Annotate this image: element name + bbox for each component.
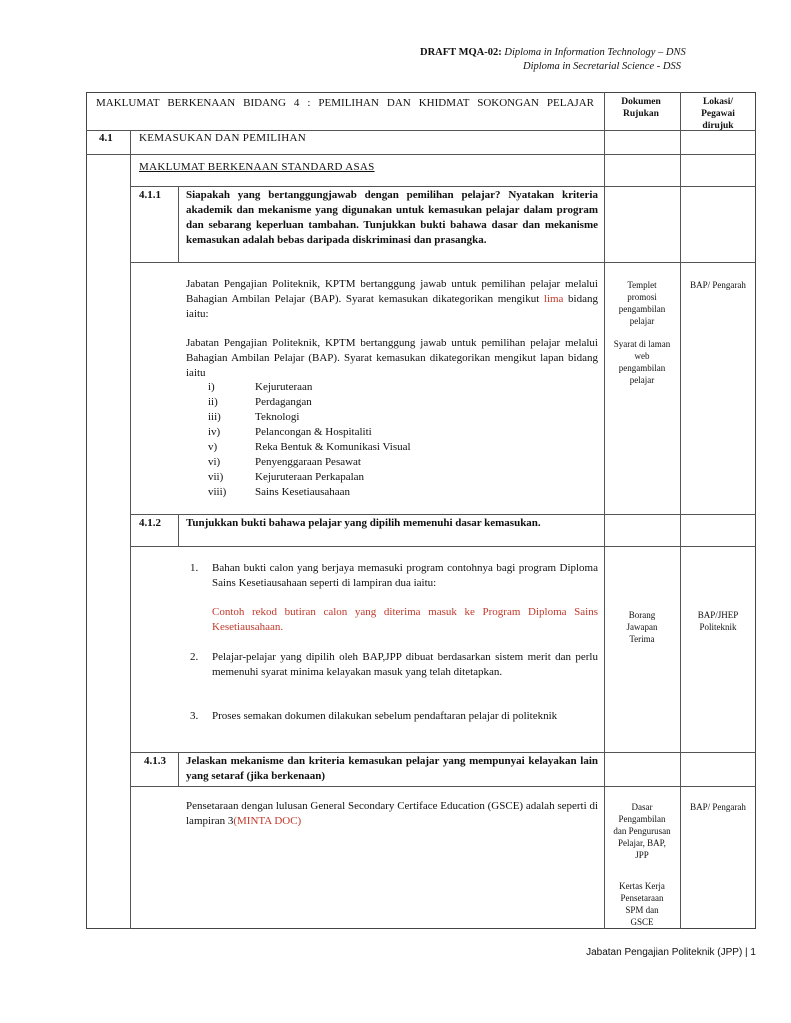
grid-line (130, 752, 756, 753)
doc-ref-dasar: Dasar Pengambilan dan Pengurusan Pelajar, BAP, JPP (613, 802, 671, 860)
question-4-1-2: Tunjukkan bukti bahawa pelajar yang dipilih memenuhi dasar kemasukan. (186, 517, 541, 529)
answer-4-1-3-text: Pensetaraan dengan lulusan General Secondary Certiface Education (GSCE) adalah seperti di lampiran 3 (186, 800, 598, 827)
field-label: Kejuruteraan (255, 381, 313, 393)
grid-line (130, 514, 756, 515)
answer-4-1-2-item-2: Pelajar-pelajar yang dipilih oleh BAP,JPP dibuat berdasarkan sistem merit dan perlu memenuhi syarat minima kelayakan masuk yang telah ditetapkan. (212, 651, 598, 678)
field-label: Penyenggaraan Pesawat (255, 456, 361, 468)
grid-line (130, 186, 756, 187)
field-label: Pelancongan & Hospitaliti (255, 426, 372, 438)
grid-line (130, 546, 756, 547)
answer-4-1-2-item-3: Proses semakan dokumen dilakukan sebelum pendaftaran pelajar di politeknik (212, 710, 558, 722)
col-header-loc: Lokasi/ Pegawai dirujuk (701, 97, 735, 131)
answer-4-1-3 (186, 799, 598, 829)
standard-title: MAKLUMAT BERKENAAN STANDARD ASAS (139, 161, 375, 173)
grid-line (130, 262, 756, 263)
program-1: Diploma in Information Technology – DNS (504, 47, 686, 58)
item-number: 2. (190, 651, 199, 663)
grid-line (178, 514, 179, 546)
answer-4-1-1-para-1-text: Jabatan Pengajian Politeknik, KPTM bertanggung jawab untuk pemilihan pelajar melalui Bahagian Ambilan Pelajar (BAP). Syarat kemasukan dikategorikan mengikut (186, 278, 598, 305)
location-4-1-2: BAP/JHEP Politeknik (697, 610, 739, 632)
col-header-doc: Dokumen Rujukan (621, 97, 661, 119)
field-roman: viii) (208, 486, 227, 498)
field-roman: i) (208, 381, 215, 393)
field-roman: vi) (208, 456, 221, 468)
field-label: Teknologi (255, 411, 300, 423)
field-label: Sains Kesetiausahaan (255, 486, 350, 498)
grid-line (680, 92, 681, 929)
doc-ref-kertas-kerja: Kertas Kerja Pensetaraan SPM dan GSCE (619, 881, 665, 927)
answer-4-1-3-red: (MINTA DOC) (233, 815, 302, 827)
field-roman: v) (208, 441, 218, 453)
page-header (420, 46, 760, 74)
grid-line (604, 92, 605, 929)
draft-code: DRAFT MQA-02: (420, 47, 502, 58)
field-roman: iii) (208, 411, 221, 423)
grid-line (86, 154, 756, 155)
section-title: KEMASUKAN DAN PEMILIHAN (139, 132, 307, 144)
item-number: 3. (190, 710, 199, 722)
question-number-4-1-3: 4.1.3 (144, 755, 166, 767)
location-4-1-1: BAP/ Pengarah (690, 280, 746, 290)
answer-4-1-1-para-1 (186, 277, 598, 322)
grid-line (130, 786, 756, 787)
field-label: Perdagangan (255, 396, 312, 408)
table-title: MAKLUMAT BERKENAAN BIDANG 4 : PEMILIHAN DAN KHIDMAT SOKONGAN PELAJAR (96, 97, 594, 109)
doc-ref-templet: Templet promosi pengambilan pelajar (618, 280, 666, 326)
answer-4-1-2-red-note: Contoh rekod butiran calon yang diterima masuk ke Program Diploma Sains Kesetiausahaan. (212, 606, 598, 633)
answer-4-1-1-highlight: lima (543, 293, 564, 305)
location-4-1-3: BAP/ Pengarah (690, 802, 746, 812)
item-number: 1. (190, 562, 199, 574)
field-roman: vii) (208, 471, 224, 483)
grid-line (130, 130, 131, 929)
program-2: Diploma in Secretarial Science - DSS (523, 61, 681, 72)
field-label: Kejuruteraan Perkapalan (255, 471, 365, 483)
question-number-4-1-1: 4.1.1 (139, 189, 161, 201)
field-roman: iv) (208, 426, 221, 438)
doc-ref-syarat: Syarat di laman web pengambilan pelajar (613, 339, 671, 385)
answer-4-1-1-para-1-end: bidang iaitu: (186, 293, 598, 320)
grid-line (178, 186, 179, 262)
question-number-4-1-2: 4.1.2 (139, 517, 161, 529)
grid-line (178, 752, 179, 786)
field-roman: ii) (208, 396, 218, 408)
question-4-1-3: Jelaskan mekanisme dan kriteria kemasukan pelajar yang mempunyai kelayakan lain yang setaraf (jika berkenaan) (186, 755, 598, 782)
answer-4-1-1-para-2: Jabatan Pengajian Politeknik, KPTM bertanggung jawab untuk pemilihan pelajar melalui Bahagian Ambilan Pelajar (BAP). Syarat kemasukan dikategorikan mengikut lapan bidang iaitu (186, 337, 598, 379)
answer-4-1-2-item-1: Bahan bukti calon yang berjaya memasuki program contohnya bagi program Diploma Sains Kesetiausahaan seperti di lampiran dua iaitu: (212, 562, 598, 589)
question-4-1-1: Siapakah yang bertanggungjawab dengan pemilihan pelajar? Nyatakan kriteria akademik dan mekanisme yang digunakan untuk kemasukan pelajar dalam program dan sebarang keperluan tambahan. Tunjukkan bukti bahawa dasar dan mekanisme kemasukan adalah bebas daripada diskriminasi dan prasangka. (186, 189, 598, 246)
section-number: 4.1 (99, 132, 113, 144)
field-label: Reka Bentuk & Komunikasi Visual (255, 441, 411, 453)
page-footer: Jabatan Pengajian Politeknik (JPP) | 1 (586, 947, 756, 958)
doc-ref-borang: Borang Jawapan Terima (626, 610, 658, 644)
